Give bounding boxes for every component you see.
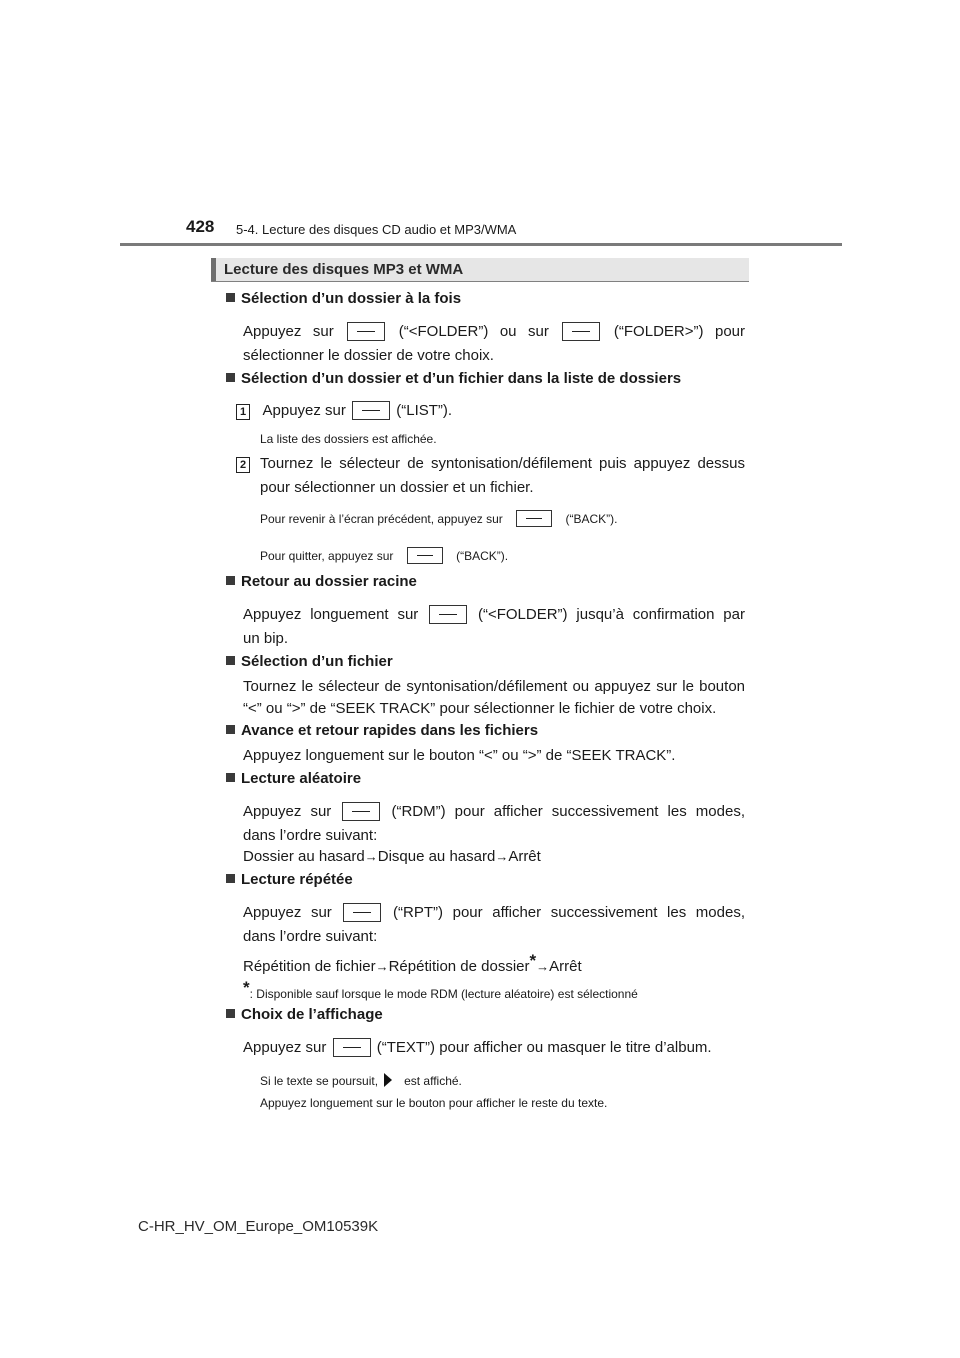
text: Répétition de dossier: [388, 958, 530, 975]
text: (“RPT”) pour afficher successivement les modes,: [393, 904, 745, 921]
footnote-marker: *: [243, 978, 250, 997]
text: : Disponible sauf lorsque le mode RDM (lecture aléatoire) est sélectionné: [249, 987, 638, 1001]
paragraph-repeat-sequence: [243, 949, 582, 978]
heading-display: [226, 1006, 383, 1023]
paragraph-root-line2: un bip.: [243, 630, 289, 647]
text: Appuyez sur: [262, 402, 346, 419]
chapter-title: 5-4. Lecture des disques CD audio et MP3/WMA: [236, 222, 517, 237]
document-code: C-HR_HV_OM_Europe_OM10539K: [138, 1218, 379, 1235]
section-header: [211, 258, 749, 282]
text: (“<FOLDER”) jusqu’à confirmation par: [477, 606, 745, 623]
heading-repeat: [226, 871, 353, 888]
play-arrow-icon: [384, 1073, 392, 1087]
text: Pour quitter, appuyez sur: [260, 549, 394, 563]
step-2: [236, 452, 250, 475]
paragraph-random-line1: [243, 800, 745, 823]
note-long-press: Appuyez longuement sur le bouton pour afficher le reste du texte.: [260, 1096, 608, 1110]
text: Appuyez sur: [243, 1039, 327, 1056]
heading-fast-forward: [226, 722, 538, 739]
back-button-icon: [407, 547, 443, 564]
text: (“<FOLDER”) ou sur: [398, 323, 549, 340]
footnote-marker: *: [529, 951, 537, 970]
note-quit: [260, 547, 508, 564]
section-title: Lecture des disques MP3 et WMA: [224, 261, 464, 278]
note-back: [260, 510, 618, 527]
heading-text: Sélection d’un fichier: [241, 653, 393, 670]
heading-root-folder: [226, 573, 417, 590]
heading-text: Lecture répétée: [241, 871, 353, 888]
text: (“RDM”) pour afficher successivement les modes,: [391, 803, 745, 820]
paragraph-repeat-line2: dans l’ordre suivant:: [243, 928, 378, 945]
footnote: [243, 978, 638, 1001]
step-2-line2: pour sélectionner un dossier et un fichier.: [260, 479, 534, 496]
step-2-line1: Tournez le sélecteur de syntonisation/défilement puis appuyez dessus: [260, 455, 745, 472]
text: Arrêt: [549, 958, 582, 975]
square-bullet-icon: [226, 576, 235, 585]
folder-prev-button-icon: [347, 322, 385, 341]
page-number: 428: [186, 217, 215, 236]
square-bullet-icon: [226, 656, 235, 665]
square-bullet-icon: [226, 373, 235, 382]
rpt-button-icon: [343, 903, 381, 922]
heading-file-select: [226, 653, 393, 670]
folder-prev-button-icon: [429, 605, 467, 624]
text: Appuyez sur: [243, 323, 334, 340]
text-button-icon: [333, 1038, 371, 1057]
header-divider: [120, 243, 842, 246]
heading-folder-list: [226, 370, 681, 387]
step-1-note: La liste des dossiers est affichée.: [260, 432, 437, 446]
paragraph-display: [243, 1036, 712, 1059]
heading-text: Lecture aléatoire: [241, 770, 362, 787]
arrow-right-icon: →: [495, 849, 509, 864]
paragraph-repeat-line1: [243, 901, 745, 924]
text: Appuyez sur: [243, 803, 332, 820]
text: Si le texte se poursuit,: [260, 1074, 379, 1088]
folder-next-button-icon: [562, 322, 600, 341]
arrow-right-icon: →: [364, 849, 378, 864]
paragraph-random-sequence: [243, 845, 541, 868]
step-number-badge: 2: [236, 457, 250, 473]
text: Pour revenir à l’écran précédent, appuyez sur: [260, 512, 503, 526]
heading-text: Sélection d’un dossier et d’un fichier dans la liste de dossiers: [241, 370, 682, 387]
heading-text: Avance et retour rapides dans les fichiers: [241, 722, 539, 739]
text: (“LIST”).: [396, 402, 453, 419]
arrow-right-icon: →: [536, 959, 550, 974]
paragraph-folder-select-line1: [243, 320, 745, 343]
square-bullet-icon: [226, 1009, 235, 1018]
text: (“BACK”).: [456, 549, 509, 563]
text: Appuyez longuement sur: [243, 606, 419, 623]
heading-text: Sélection d’un dossier à la fois: [241, 290, 462, 307]
paragraph-file-line2: “<” ou “>” de “SEEK TRACK” pour sélectionner le fichier de votre choix.: [243, 700, 717, 717]
list-button-icon: [352, 401, 390, 420]
text: (“FOLDER>”) pour: [613, 323, 746, 340]
square-bullet-icon: [226, 874, 235, 883]
text: Répétition de fichier: [243, 958, 376, 975]
back-button-icon: [516, 510, 552, 527]
arrow-right-icon: →: [375, 959, 389, 974]
paragraph-root-line1: [243, 603, 745, 626]
paragraph-random-line2: dans l’ordre suivant:: [243, 827, 378, 844]
step-1: [236, 399, 452, 422]
step-number-badge: 1: [236, 404, 250, 420]
heading-folder-select: [226, 290, 461, 307]
heading-text: Choix de l’affichage: [241, 1006, 383, 1023]
text: (“TEXT”) pour afficher ou masquer le titre d’album.: [376, 1039, 712, 1056]
square-bullet-icon: [226, 293, 235, 302]
text: Dossier au hasard: [243, 848, 365, 865]
square-bullet-icon: [226, 773, 235, 782]
text: Appuyez sur: [243, 904, 332, 921]
paragraph-fast-forward: Appuyez longuement sur le bouton “<” ou “>” de “SEEK TRACK”.: [243, 747, 676, 764]
text: (“BACK”).: [565, 512, 618, 526]
heading-random: [226, 770, 361, 787]
section-header-bar: [211, 258, 216, 282]
square-bullet-icon: [226, 725, 235, 734]
paragraph-file-line1: Tournez le sélecteur de syntonisation/défilement ou appuyez sur le bouton: [243, 678, 745, 695]
section-underline: [211, 281, 749, 282]
text: est affiché.: [404, 1074, 462, 1088]
text: Arrêt: [508, 848, 541, 865]
text: Disque au hasard: [377, 848, 496, 865]
heading-text: Retour au dossier racine: [241, 573, 417, 590]
paragraph-folder-select-line2: sélectionner le dossier de votre choix.: [243, 347, 494, 364]
note-scroll: [260, 1073, 462, 1088]
rdm-button-icon: [342, 802, 380, 821]
